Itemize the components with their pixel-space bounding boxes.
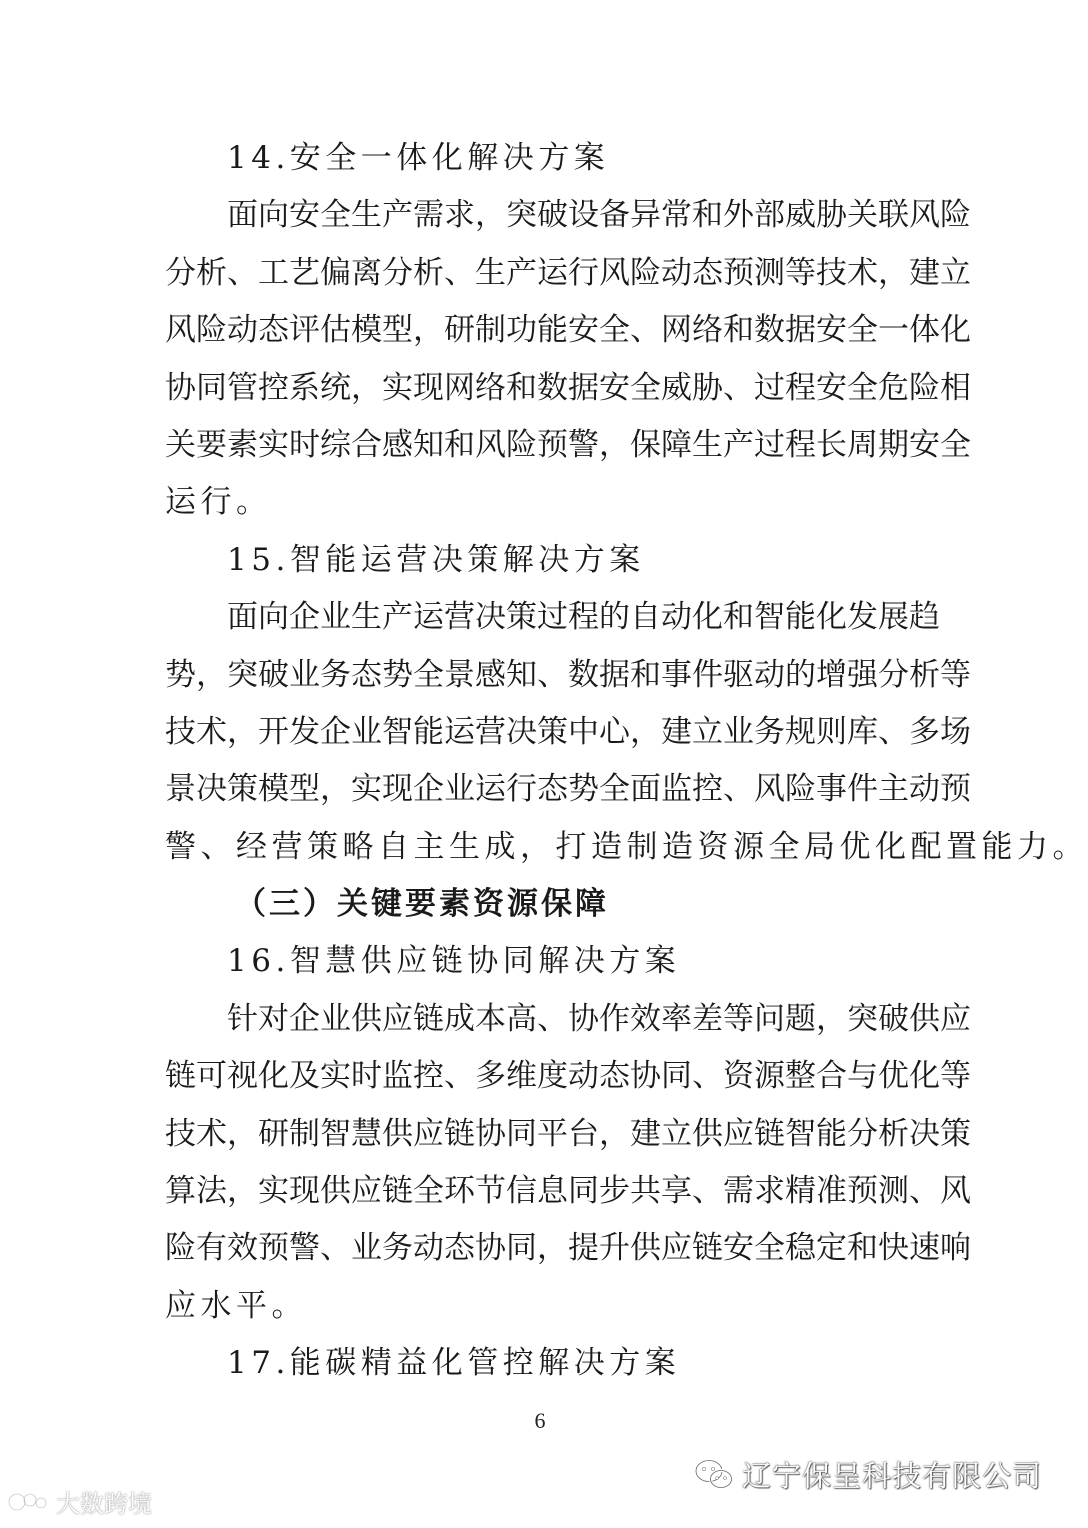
- item-title: 17.能碳精益化管控解决方案: [227, 1345, 681, 1382]
- watermark-left-text: 大数跨境: [56, 1490, 152, 1518]
- paragraph-line: 关要素实时综合感知和风险预警，保障生产过程长周期安全: [165, 426, 971, 463]
- paragraph-line: 算法，实现供应链全环节信息同步共享、需求精准预测、风: [165, 1173, 971, 1210]
- paragraph-line: 势，突破业务态势全景感知、数据和事件驱动的增强分析等: [165, 656, 971, 693]
- paragraph-line: 针对企业供应链成本高、协作效率差等问题，突破供应: [227, 1000, 971, 1037]
- wechat-icon: [694, 1458, 734, 1492]
- paragraph-line: 应水平。: [165, 1287, 307, 1324]
- watermark-left: [8, 1484, 152, 1519]
- brand-logo-icon: [8, 1489, 50, 1515]
- paragraph-line: 链可视化及实时监控、多维度动态协同、资源整合与优化等: [165, 1058, 971, 1095]
- paragraph-line: 分析、工艺偏离分析、生产运行风险动态预测等技术，建立: [165, 254, 971, 291]
- page-number: 6: [534, 1408, 546, 1433]
- paragraph-line: 面向企业生产运营决策过程的自动化和智能化发展趋: [227, 599, 940, 636]
- paragraph-line: 警、经营策略自主生成，打造制造资源全局优化配置能力。: [165, 828, 1088, 865]
- document-body: [165, 130, 1088, 1393]
- paragraph-line: 景决策模型，实现企业运行态势全面监控、风险事件主动预: [165, 771, 971, 808]
- paragraph-line: 协同管控系统，实现网络和数据安全威胁、过程安全危险相: [165, 369, 971, 406]
- item-title: 15.智能运营决策解决方案: [227, 541, 645, 578]
- paragraph-line: 面向安全生产需求，突破设备异常和外部威胁关联风险: [227, 197, 971, 234]
- paragraph-line: 险有效预警、业务动态协同，提升供应链安全稳定和快速响: [165, 1230, 971, 1267]
- paragraph-line: 技术，研制智慧供应链协同平台，建立供应链智能分析决策: [165, 1115, 971, 1152]
- watermark-right-text: 辽宁保呈科技有限公司: [741, 1459, 1042, 1493]
- section-heading: （三）关键要素资源保障: [235, 886, 609, 923]
- paragraph-line: 技术，开发企业智能运营决策中心，建立业务规则库、多场: [165, 713, 971, 750]
- watermark-right: [694, 1454, 1042, 1495]
- item-title: 16.智慧供应链协同解决方案: [227, 943, 681, 980]
- paragraph-line: 运行。: [165, 484, 272, 521]
- paragraph-line: 风险动态评估模型，研制功能安全、网络和数据安全一体化: [165, 312, 971, 349]
- item-title: 14.安全一体化解决方案: [227, 140, 610, 176]
